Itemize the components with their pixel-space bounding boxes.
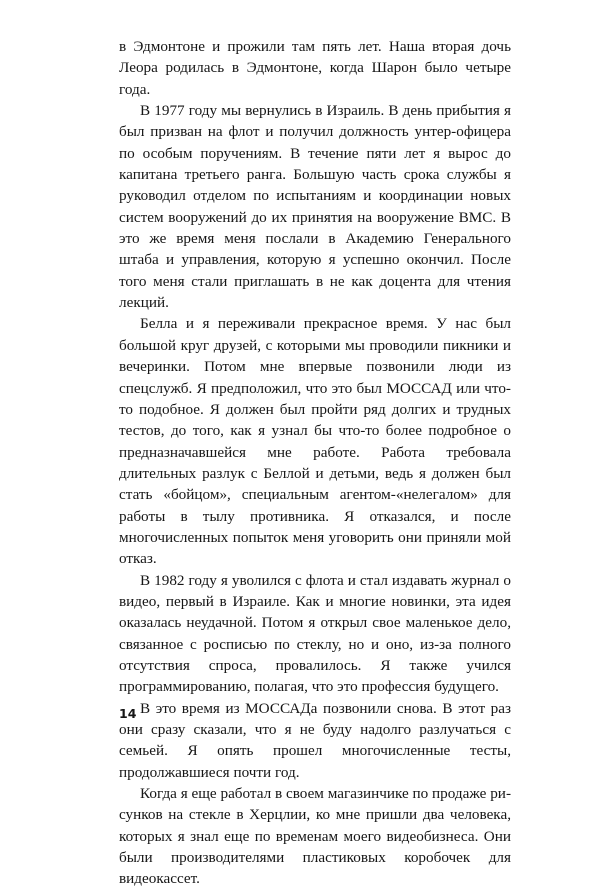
paragraph-6: Когда я еще работал в своем магазинчике по продаже рисунков на стекле в Херцлии, ко мне пришли два человека, которых я знал еще по временам моего видеобизнеса. Они были производителями пластиковых коробочек для видеокассет.: [119, 785, 511, 888]
page-number: 14: [119, 706, 137, 721]
paragraph-5: В это время из МОССАДа позвонили снова. В этот раз они сразу сказали, что я не буду надолго разлучаться с семьей. Я опять прошел многочисленные тесты, продолжавшиеся почти год.: [119, 699, 511, 781]
page-body: [119, 36, 511, 890]
paragraph-1: в Эдмонтоне и прожили там пять лет. Наша вторая дочь Леора родилась в Эдмонтоне, когда Шарон было четыре года.: [119, 38, 511, 98]
paragraph-2: В 1977 году мы вернулись в Израиль. В день прибытия я был призван на флот и получил должность унтер-офицера по особым поручениям. В течение пяти лет я вырос до капитана третьего ранга. Большую часть срока службы я руководил отделом по испытаниям и координации новых систем вооружений до их принятия на вооружение ВМС. В это же время меня послали в Академию Генерального штаба и управления, которую я успешно окончил. После того меня стали приглашать в не как доцента для чтения лекций.: [119, 102, 511, 312]
paragraph-3: Белла и я переживали прекрасное время. У нас был большой круг друзей, с которыми мы проводили пикники и вечеринки. Потом мне впервые позвонили люди из спецслужб. Я предположил, что это был МОССАД или что-то подобное. Я должен был пройти ряд долгих и трудных тестов, до того, как я узнал бы что-то более подробное о предназначавшейся мне работе. Работа требовала длительных разлук с Беллой и детьми, ведь я должен был стать «бойцом», специальным агентом-«нелегалом» для работы в тылу противника. Я отказался, и после многочисленных попыток меня уговорить они приняли мой отказ.: [119, 315, 511, 568]
paragraph-4: В 1982 году я уволился с флота и стал издавать журнал о видео, первый в Израиле. Как и многие новинки, эта идея оказалась неудачной. Потом я открыл свое маленькое дело, связанное с росписью по стеклу, но и оно, из-за полного отсутствия спроса, провалилось. Я также учился программированию, полагая, что это профессия будущего.: [119, 571, 511, 696]
